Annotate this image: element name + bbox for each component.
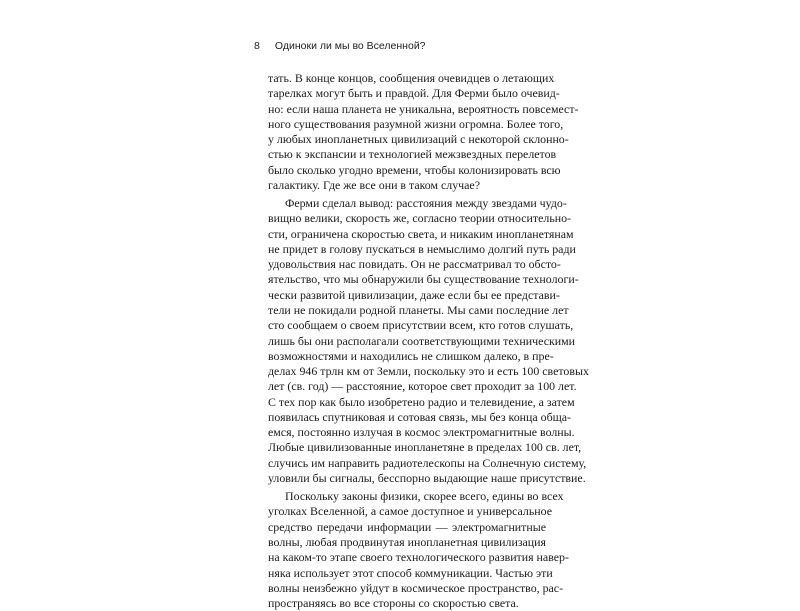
text-line: не придет в голову пускаться в немыслимо долгий путь ради — [268, 241, 576, 256]
text-line: возможностями и находились не слишком далеко, в пре- — [268, 348, 554, 363]
text-line: чески развитой цивилизации, даже если бы ее представи- — [268, 287, 560, 302]
text-line: лет (св. год) — расстояние, которое свет проходит за 100 лет. — [268, 379, 577, 394]
text-line: пространяясь во все стороны со скоростью света. — [268, 596, 519, 611]
text-line: средство передачи информации — электромагнитные — [268, 519, 546, 534]
book-title: Одиноки ли мы во Вселенной? — [274, 40, 426, 52]
text-line: емся, постоянно излучая в космос электромагнитные волны. — [268, 425, 575, 440]
text-line: сто сообщаем о своем присутствии всем, кто готов слушать, — [268, 318, 574, 333]
text-line: случись им направить радиотелескопы на Солнечную систему, — [268, 455, 587, 470]
text-line: удовольствия нас повидать. Он не рассматривал то обсто- — [268, 257, 561, 272]
text-line: уголках Вселенной, а самое доступное и универсальное — [268, 504, 552, 519]
text-line: лишь бы они располагали соответствующими техническими — [268, 333, 576, 348]
text-line: у любых инопланетных цивилизаций с некоторой склонно- — [268, 132, 569, 147]
text-line: галактику. Где же все они в таком случае? — [268, 177, 480, 192]
text-line: ного существования разумной жизни огромна. Более того, — [268, 116, 564, 131]
text-line: волны, любая продвинутая инопланетная цивилизация — [268, 534, 546, 549]
text-line: на каком-то этапе своего технологического развития навер- — [268, 550, 569, 565]
text-line: Ферми сделал вывод: расстояния между звездами чудо- — [285, 196, 567, 211]
text-line: сти, ограничена скоростью света, и никаким инопланетянам — [268, 226, 574, 241]
text-line: ятельство, что мы обнаружили бы существование технологи- — [268, 272, 579, 287]
text-line: вищно велики, скорость же, согласно теории относительно- — [268, 211, 572, 226]
text-line: Любые цивилизованные инопланетяне в пределах 100 св. лет, — [268, 440, 582, 455]
text-line: С тех пор как было изобретено радио и телевидение, а затем — [268, 394, 575, 409]
text-line: было сколько угодно времени, чтобы колонизировать всю — [268, 162, 561, 177]
page-number: 8 — [254, 40, 260, 52]
text-line: но: если наша планета не уникальна, вероятность повсемест- — [268, 101, 579, 116]
text-line: уловили бы сигналы, бесспорно выдающие наше присутствие. — [268, 470, 586, 485]
text-line: волны неизбежно уйдут в космическое пространство, рас- — [268, 580, 564, 595]
text-line: тать. В конце концов, сообщения очевидцев о летающих — [268, 71, 555, 85]
text-line: няка использует этот способ коммуникации. Частью эти — [268, 565, 553, 580]
body-text — [268, 71, 589, 611]
text-line: стью к экспансии и технологией межзвездных перелетов — [268, 147, 557, 162]
text-line: появилась спутниковая и сотовая связь, мы без конца обща- — [268, 409, 572, 424]
running-head — [254, 40, 426, 54]
text-line: тели не покидали родной планеты. Мы сами последние лет — [268, 302, 569, 317]
text-line: делах 946 трлн км от Земли, поскольку это и есть 100 световых — [268, 364, 589, 379]
text-line: тарелках могут быть и правдой. Для Ферми было очевид- — [268, 86, 560, 101]
text-line: Поскольку законы физики, скорее всего, едины во всех — [285, 489, 564, 504]
